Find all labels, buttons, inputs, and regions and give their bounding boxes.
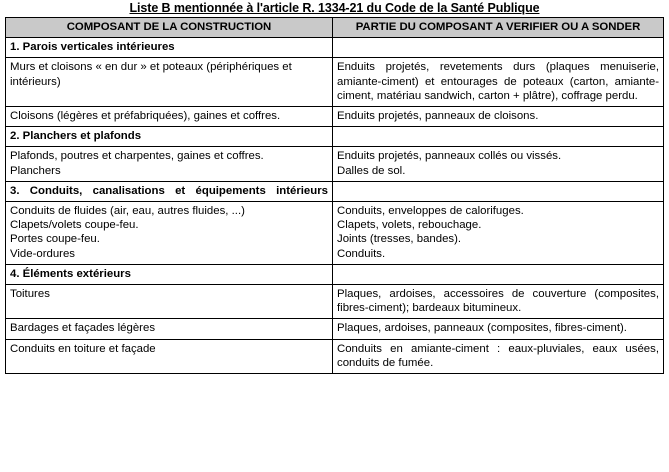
component-line: Plafonds, poutres et charpentes, gaines et coffres. <box>10 150 264 163</box>
table-row <box>6 107 664 127</box>
section-heading-cell: 2. Planchers et plafonds <box>6 127 333 147</box>
part-line: Enduits projetés, panneaux collés ou vissés. <box>337 150 562 163</box>
part-line: Conduits, enveloppes de calorifuges. <box>337 205 524 218</box>
table-row <box>6 339 664 373</box>
part-line-list <box>337 204 659 261</box>
component-line-list <box>10 149 328 177</box>
page-title: Liste B mentionnée à l'article R. 1334-21 du Code de la Santé Publique <box>129 1 540 15</box>
part-to-verify-cell: Plaques, ardoises, panneaux (composites, fibres-ciment). <box>333 319 664 339</box>
asbestos-list-b-table <box>5 17 664 374</box>
part-to-verify-cell: Enduits projetés, revetements durs (plaques menuiserie, amiante-ciment) et entourages de poteaux (carton, amiante-ciment, matériau sandwich, carton + plâtre), coffrage perdu. <box>333 58 664 107</box>
part-line: Dalles de sol. <box>337 164 406 177</box>
table-row <box>6 285 664 319</box>
section-empty-cell <box>333 127 664 147</box>
table-body <box>6 38 664 374</box>
part-line-list <box>337 149 659 177</box>
part-to-verify-cell <box>333 202 664 265</box>
table-header <box>6 18 664 38</box>
component-cell: Cloisons (légères et préfabriquées), gaines et coffres. <box>6 107 333 127</box>
component-line-list <box>10 204 328 261</box>
table-section-row <box>6 127 664 147</box>
component-line: Portes coupe-feu. <box>10 233 100 246</box>
section-empty-cell <box>333 181 664 201</box>
part-to-verify-cell: Plaques, ardoises, accessoires de couverture (composites, fibres-ciment); bardeaux bitumineux. <box>333 285 664 319</box>
component-cell: Conduits en toiture et façade <box>6 339 333 373</box>
column-header-composant: COMPOSANT DE LA CONSTRUCTION <box>6 18 333 38</box>
section-heading-cell: 3. Conduits, canalisations et équipements intérieurs <box>6 181 333 201</box>
section-empty-cell <box>333 264 664 284</box>
section-empty-cell <box>333 38 664 58</box>
component-cell <box>6 147 333 181</box>
part-line: Conduits. <box>337 247 386 260</box>
column-header-partie: PARTIE DU COMPOSANT A VERIFIER OU A SONDER <box>333 18 664 38</box>
part-line: Clapets, volets, rebouchage. <box>337 219 482 232</box>
component-cell: Toitures <box>6 285 333 319</box>
table-row <box>6 319 664 339</box>
component-cell: Murs et cloisons « en dur » et poteaux (périphériques et intérieurs) <box>6 58 333 107</box>
component-line: Vide-ordures <box>10 247 76 260</box>
part-to-verify-cell: Conduits en amiante-ciment : eaux-pluviales, eaux usées, conduits de fumée. <box>333 339 664 373</box>
component-line: Planchers <box>10 164 61 177</box>
section-heading-cell: 1. Parois verticales intérieures <box>6 38 333 58</box>
table-row <box>6 147 664 181</box>
part-to-verify-cell: Enduits projetés, panneaux de cloisons. <box>333 107 664 127</box>
table-row <box>6 202 664 265</box>
table-row <box>6 58 664 107</box>
table-section-row <box>6 264 664 284</box>
component-cell <box>6 202 333 265</box>
table-section-row <box>6 181 664 201</box>
table-section-row <box>6 38 664 58</box>
part-to-verify-cell <box>333 147 664 181</box>
component-line: Conduits de fluides (air, eau, autres fluides, ...) <box>10 205 245 218</box>
component-cell: Bardages et façades légères <box>6 319 333 339</box>
section-heading-cell: 4. Éléments extérieurs <box>6 264 333 284</box>
part-line: Joints (tresses, bandes). <box>337 233 462 246</box>
table-header-row <box>6 18 664 38</box>
component-line: Clapets/volets coupe-feu. <box>10 219 139 232</box>
